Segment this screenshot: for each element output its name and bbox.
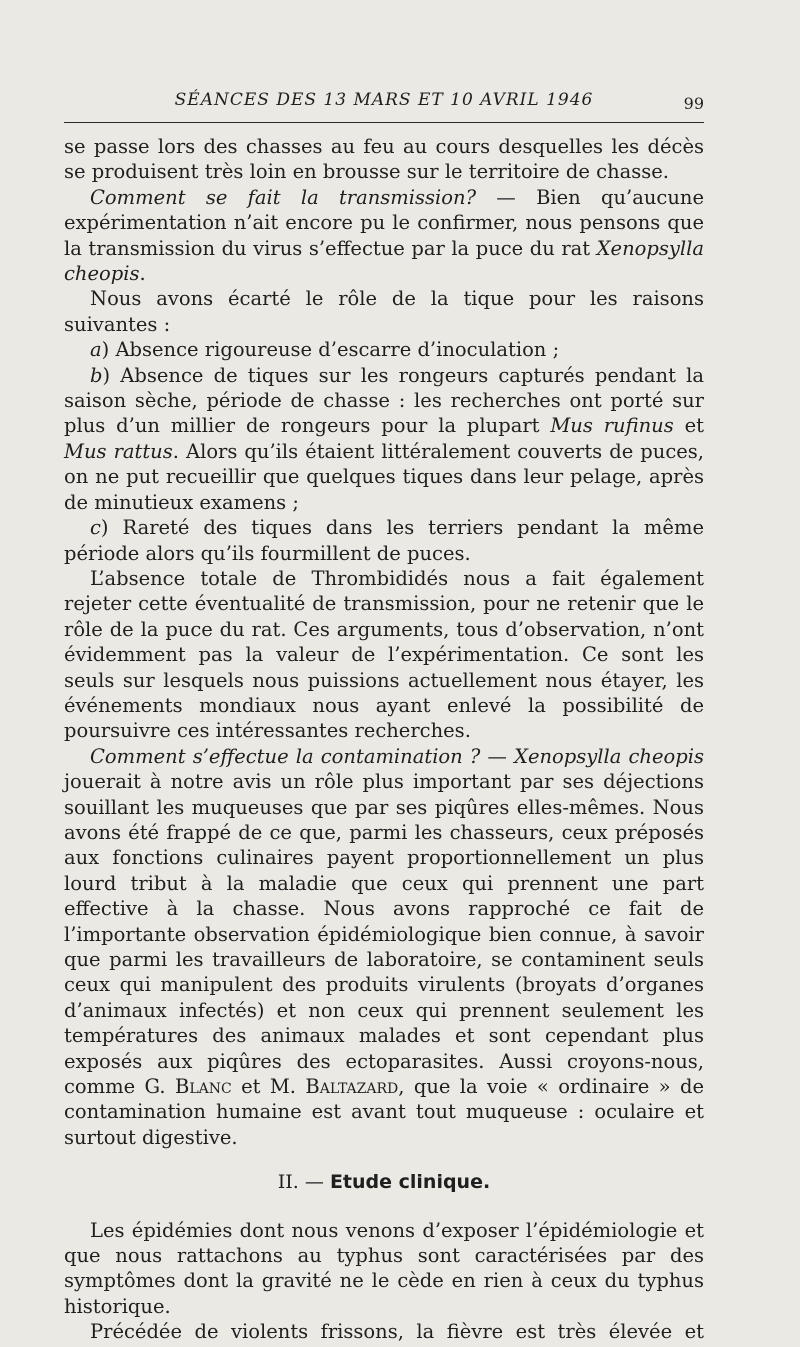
item-b-letter: b xyxy=(90,363,103,387)
thrombidides-text: L’absence totale de Thrombididés nous a fait également rejeter cette éventualité de transmission, pour ne retenir que le rôle de la puce du rat. Ces arguments, tous d’observation, n’ont évidemment pas la valeur de l’expérimentation. Ce sont les seuls sur lesquels nous puissions actuellement nous étayer, les événements mondiaux nous ayant enlevé la possibilité de poursuivre ces intéressantes recherches. xyxy=(64,566,704,743)
body-text xyxy=(64,134,704,1345)
tique-text: Nous avons écarté le rôle de la tique pour les raisons suivantes : xyxy=(64,287,704,336)
transmission-end: . xyxy=(139,262,146,286)
contamination-text-2: , que la voie « ordinaire » de contamination humaine est avant tout muqueuse : oculaire et surtout digestive. xyxy=(64,1075,704,1149)
question-transmission: Comment se fait la transmission? xyxy=(90,185,477,209)
page-header xyxy=(64,90,704,116)
paragraph-contamination xyxy=(64,744,704,1151)
epidemies-text: Les épidémies dont nous venons d’exposer l’épidémiologie et que nous rattachons au typhus sont caractérisées par des symptômes dont la gravité ne le cède en rien à ceux du typhus historique. xyxy=(64,1218,704,1318)
contamination-et: et M. xyxy=(231,1075,306,1099)
species-xenopsylla-2: Xenopsylla cheopis xyxy=(514,744,704,768)
item-a xyxy=(64,337,704,362)
paragraph-fievre xyxy=(64,1319,704,1344)
species-xenopsylla-1: Xenopsylla cheopis xyxy=(64,236,704,286)
section-number: II. — xyxy=(277,1171,330,1194)
item-c-letter: c xyxy=(90,516,101,540)
author-baltazard: Baltazard xyxy=(305,1075,399,1099)
fievre-text: Précédée de violents frissons, la fièvre est très élevée et xyxy=(90,1320,704,1344)
species-mus-rattus: Mus rattus xyxy=(64,439,173,463)
item-b xyxy=(64,363,704,515)
paragraph-1 xyxy=(64,134,704,185)
paragraph-thrombidides xyxy=(64,566,704,744)
transmission-text: — Bien qu’aucune expérimentation n’ait encore pu le confirmer, nous pensons que la transmission du virus s’effectue par la puce du rat xyxy=(64,185,705,260)
species-mus-rufinus: Mus rufinus xyxy=(550,414,674,438)
section-title: Etude clinique. xyxy=(329,1171,491,1194)
item-a-letter: a xyxy=(90,338,102,362)
question-contamination: Comment s’effectue la contamination ? xyxy=(90,744,481,768)
paragraph-epidemies xyxy=(64,1218,704,1320)
contamination-dash: — xyxy=(480,744,515,768)
contamination-text: jouerait à notre avis un rôle plus important par ses déjections souillant les muqueuses que par ses piqûres elles-mêmes. Nous avons été frappé de ce que, parmi les chasseurs, ceux préposés aux fonctions culinaires payent proportionnellement un plus lourd tribut à la maladie que ceux qui prennent une part effective à la chasse. Nous avons rapproché ce fait de l’importante observation épidémiologique bien connue, à savoir que parmi les travailleurs de laboratoire, se contaminent seuls ceux qui manipulent des produits virulents (broyats d’organes d’animaux infectés) et non ceux qui prennent seulement les températures des animaux malades et sont cependant plus exposés aux piqûres des ectoparasites. Aussi croyons-nous, comme G. xyxy=(64,770,704,1099)
item-a-text: ) Absence rigoureuse d’escarre d’inoculation ; xyxy=(101,338,560,362)
item-c-text: ) Rareté des tiques dans les terriers pendant la même période alors qu’ils fourmillent de puces. xyxy=(64,516,704,565)
author-blanc: Blanc xyxy=(175,1075,232,1099)
item-b-text: ) Absence de tiques sur les rongeurs capturés pendant la saison sèche, période de chasse : les recherches ont porté sur plus d’un millier de rongeurs pour la plupart xyxy=(64,363,704,438)
item-b-text-2: . Alors qu’ils étaient littéralement couverts de puces, on ne put recueillir que quelques tiques dans leur pelage, après de minutieux examens ; xyxy=(64,439,704,514)
running-title: SÉANCES DES 13 MARS ET 10 AVRIL 1946 xyxy=(174,90,594,110)
page-number: 99 xyxy=(683,94,704,113)
paragraph-1-text: se passe lors des chasses au feu au cours desquelles les décès se produisent très loin en brousse sur le territoire de chasse. xyxy=(64,135,704,184)
section-heading xyxy=(64,1170,704,1195)
item-c xyxy=(64,515,704,566)
item-b-and: et xyxy=(673,414,704,438)
header-rule xyxy=(64,122,704,123)
paragraph-tique xyxy=(64,286,704,337)
paragraph-transmission xyxy=(64,185,704,287)
